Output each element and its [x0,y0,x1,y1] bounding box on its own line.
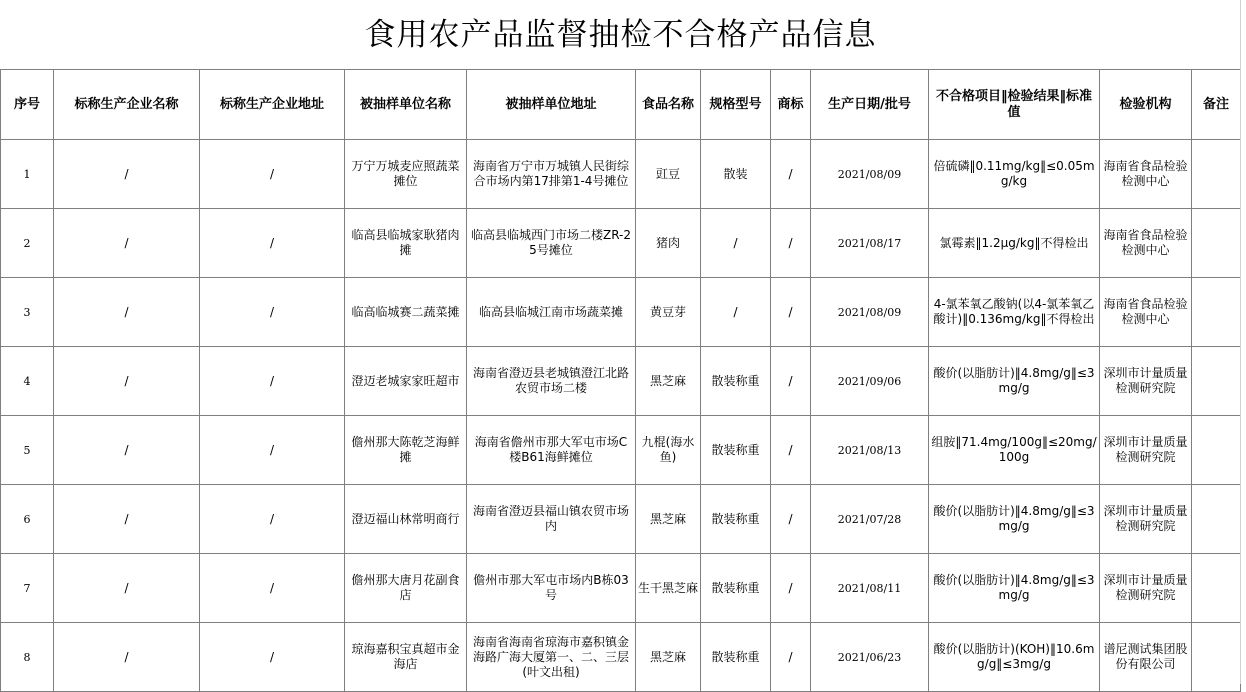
header-cell[interactable]: 不合格项目‖检验结果‖标准值 [929,70,1100,140]
table-cell[interactable]: 酸价(以脂肪计)(KOH)‖10.6mg/g‖≤3mg/g [929,623,1100,692]
table-cell[interactable] [1192,485,1241,554]
table-cell[interactable]: / [54,485,200,554]
table-cell[interactable]: / [771,209,811,278]
header-cell[interactable]: 标称生产企业名称 [54,70,200,140]
table-cell[interactable]: 2021/09/06 [811,347,929,416]
table-cell[interactable]: 九棍(海水鱼) [636,416,701,485]
table-cell[interactable]: 氯霉素‖1.2μg/kg‖不得检出 [929,209,1100,278]
table-row [1,554,1241,623]
table-cell[interactable]: 生干黑芝麻 [636,554,701,623]
table-cell[interactable]: 临高县临城家耿猪肉摊 [345,209,467,278]
table-cell[interactable] [1192,278,1241,347]
table-cell[interactable]: 散装称重 [701,416,771,485]
header-cell[interactable]: 食品名称 [636,70,701,140]
table-cell[interactable]: 海南省儋州市那大军屯市场C楼B61海鲜摊位 [467,416,636,485]
table-cell[interactable]: / [701,209,771,278]
table-cell[interactable]: 黄豆芽 [636,278,701,347]
table-cell[interactable]: 6 [1,485,54,554]
table-cell[interactable]: / [771,347,811,416]
table-cell[interactable]: 黑芝麻 [636,347,701,416]
table-cell[interactable]: 临高县临城西门市场二楼ZR-25号摊位 [467,209,636,278]
table-cell[interactable]: 海南省澄迈县福山镇农贸市场内 [467,485,636,554]
table-cell[interactable]: 2021/08/11 [811,554,929,623]
table-cell[interactable]: 4 [1,347,54,416]
table-cell[interactable]: 2021/08/13 [811,416,929,485]
table-cell[interactable]: 2021/08/17 [811,209,929,278]
table-cell[interactable]: 倍硫磷‖0.11mg/kg‖≤0.05mg/kg [929,140,1100,209]
table-cell[interactable]: 散装 [701,140,771,209]
table-cell[interactable]: 7 [1,554,54,623]
header-cell[interactable]: 标称生产企业地址 [200,70,345,140]
table-cell[interactable]: / [54,416,200,485]
table-cell[interactable]: 组胺‖71.4mg/100g‖≤20mg/100g [929,416,1100,485]
table-row [1,416,1241,485]
table-cell[interactable]: 散装称重 [701,554,771,623]
header-cell[interactable]: 备注 [1192,70,1241,140]
table-cell[interactable] [1192,140,1241,209]
table-cell[interactable]: 临高县临城江南市场蔬菜摊 [467,278,636,347]
table-cell[interactable]: 散装称重 [701,485,771,554]
table-cell[interactable]: / [200,623,345,692]
table-cell[interactable]: 酸价(以脂肪计)‖4.8mg/g‖≤3mg/g [929,347,1100,416]
table-cell[interactable]: / [200,554,345,623]
table-row [1,140,1241,209]
table-cell[interactable]: 澄迈老城家家旺超市 [345,347,467,416]
table-cell[interactable]: / [200,416,345,485]
table-cell[interactable]: / [771,140,811,209]
table-cell[interactable]: 2 [1,209,54,278]
header-cell[interactable]: 序号 [1,70,54,140]
table-cell[interactable]: / [54,623,200,692]
table-cell[interactable]: 深圳市计量质量检测研究院 [1100,347,1192,416]
table-cell[interactable]: 黑芝麻 [636,485,701,554]
table-cell[interactable]: 猪肉 [636,209,701,278]
table-cell[interactable]: 豇豆 [636,140,701,209]
table-cell[interactable]: 2021/08/09 [811,140,929,209]
table-cell[interactable]: / [771,623,811,692]
header-cell[interactable]: 商标 [771,70,811,140]
header-cell[interactable]: 规格型号 [701,70,771,140]
table-header-row [1,70,1241,140]
table-cell[interactable]: 8 [1,623,54,692]
table-cell[interactable]: / [54,209,200,278]
table-cell[interactable]: 儋州那大陈乾芝海鲜摊 [345,416,467,485]
table-cell[interactable]: 酸价(以脂肪计)‖4.8mg/g‖≤3mg/g [929,485,1100,554]
table-cell[interactable]: 5 [1,416,54,485]
table-cell[interactable]: / [771,416,811,485]
table-cell[interactable]: 谱尼测试集团股份有限公司 [1100,623,1192,692]
table-cell[interactable]: 海南省食品检验检测中心 [1100,140,1192,209]
table-cell[interactable]: 深圳市计量质量检测研究院 [1100,416,1192,485]
page-title: 食用农产品监督抽检不合格产品信息 [1,0,1241,70]
table-cell[interactable]: 3 [1,278,54,347]
header-cell[interactable]: 检验机构 [1100,70,1192,140]
table-cell[interactable]: 散装称重 [701,623,771,692]
table-cell[interactable]: 黑芝麻 [636,623,701,692]
table-cell[interactable]: 儋州那大唐月花副食店 [345,554,467,623]
header-cell[interactable]: 生产日期/批号 [811,70,929,140]
table-cell[interactable]: / [54,140,200,209]
table-cell[interactable]: / [200,209,345,278]
table-cell[interactable]: 海南省食品检验检测中心 [1100,209,1192,278]
table-row [1,347,1241,416]
table-row [1,278,1241,347]
sheet-edge-divider [1240,0,1241,684]
table-cell[interactable]: / [200,485,345,554]
table-cell[interactable] [1192,416,1241,485]
table-cell[interactable]: / [771,485,811,554]
table-cell[interactable]: 海南省澄迈县老城镇澄江北路农贸市场二楼 [467,347,636,416]
table-cell[interactable]: / [54,554,200,623]
table-cell[interactable]: 澄迈福山林常明商行 [345,485,467,554]
table-cell[interactable]: / [200,278,345,347]
table-cell[interactable] [1192,554,1241,623]
table-cell[interactable]: 临高临城赛二蔬菜摊 [345,278,467,347]
table-cell[interactable]: 散装称重 [701,347,771,416]
table-cell[interactable]: / [771,278,811,347]
table-cell[interactable]: 儋州市那大军屯市场内B栋03号 [467,554,636,623]
table-cell[interactable]: 4-氯苯氧乙酸钠(以4-氯苯氧乙酸计)‖0.136mg/kg‖不得检出 [929,278,1100,347]
header-cell[interactable]: 被抽样单位地址 [467,70,636,140]
table-cell[interactable]: 2021/06/23 [811,623,929,692]
table-cell[interactable] [1192,623,1241,692]
table-row [1,623,1241,692]
table-cell[interactable]: 1 [1,140,54,209]
table-row [1,485,1241,554]
table-cell[interactable]: / [54,347,200,416]
table-cell[interactable]: 2021/07/28 [811,485,929,554]
table-cell[interactable]: 万宁万城麦应照蔬菜摊位 [345,140,467,209]
table-cell[interactable]: / [701,278,771,347]
table-cell[interactable]: / [54,278,200,347]
table-cell[interactable] [1192,347,1241,416]
table-cell[interactable]: 深圳市计量质量检测研究院 [1100,554,1192,623]
table-cell[interactable]: / [200,347,345,416]
table-cell[interactable]: 海南省海南省琼海市嘉积镇金海路广海大厦第一、二、三层(叶文出租) [467,623,636,692]
table-cell[interactable]: 深圳市计量质量检测研究院 [1100,485,1192,554]
table-cell[interactable]: 酸价(以脂肪计)‖4.8mg/g‖≤3mg/g [929,554,1100,623]
table-cell[interactable]: / [771,554,811,623]
table-cell[interactable]: 海南省食品检验检测中心 [1100,278,1192,347]
table-row [1,209,1241,278]
header-cell[interactable]: 被抽样单位名称 [345,70,467,140]
table-cell[interactable]: 海南省万宁市万城镇人民街综合市场内第17排第1-4号摊位 [467,140,636,209]
table-cell[interactable]: 2021/08/09 [811,278,929,347]
table-cell[interactable]: / [200,140,345,209]
table-cell[interactable] [1192,209,1241,278]
table-cell[interactable]: 琼海嘉积宝真超市金海店 [345,623,467,692]
